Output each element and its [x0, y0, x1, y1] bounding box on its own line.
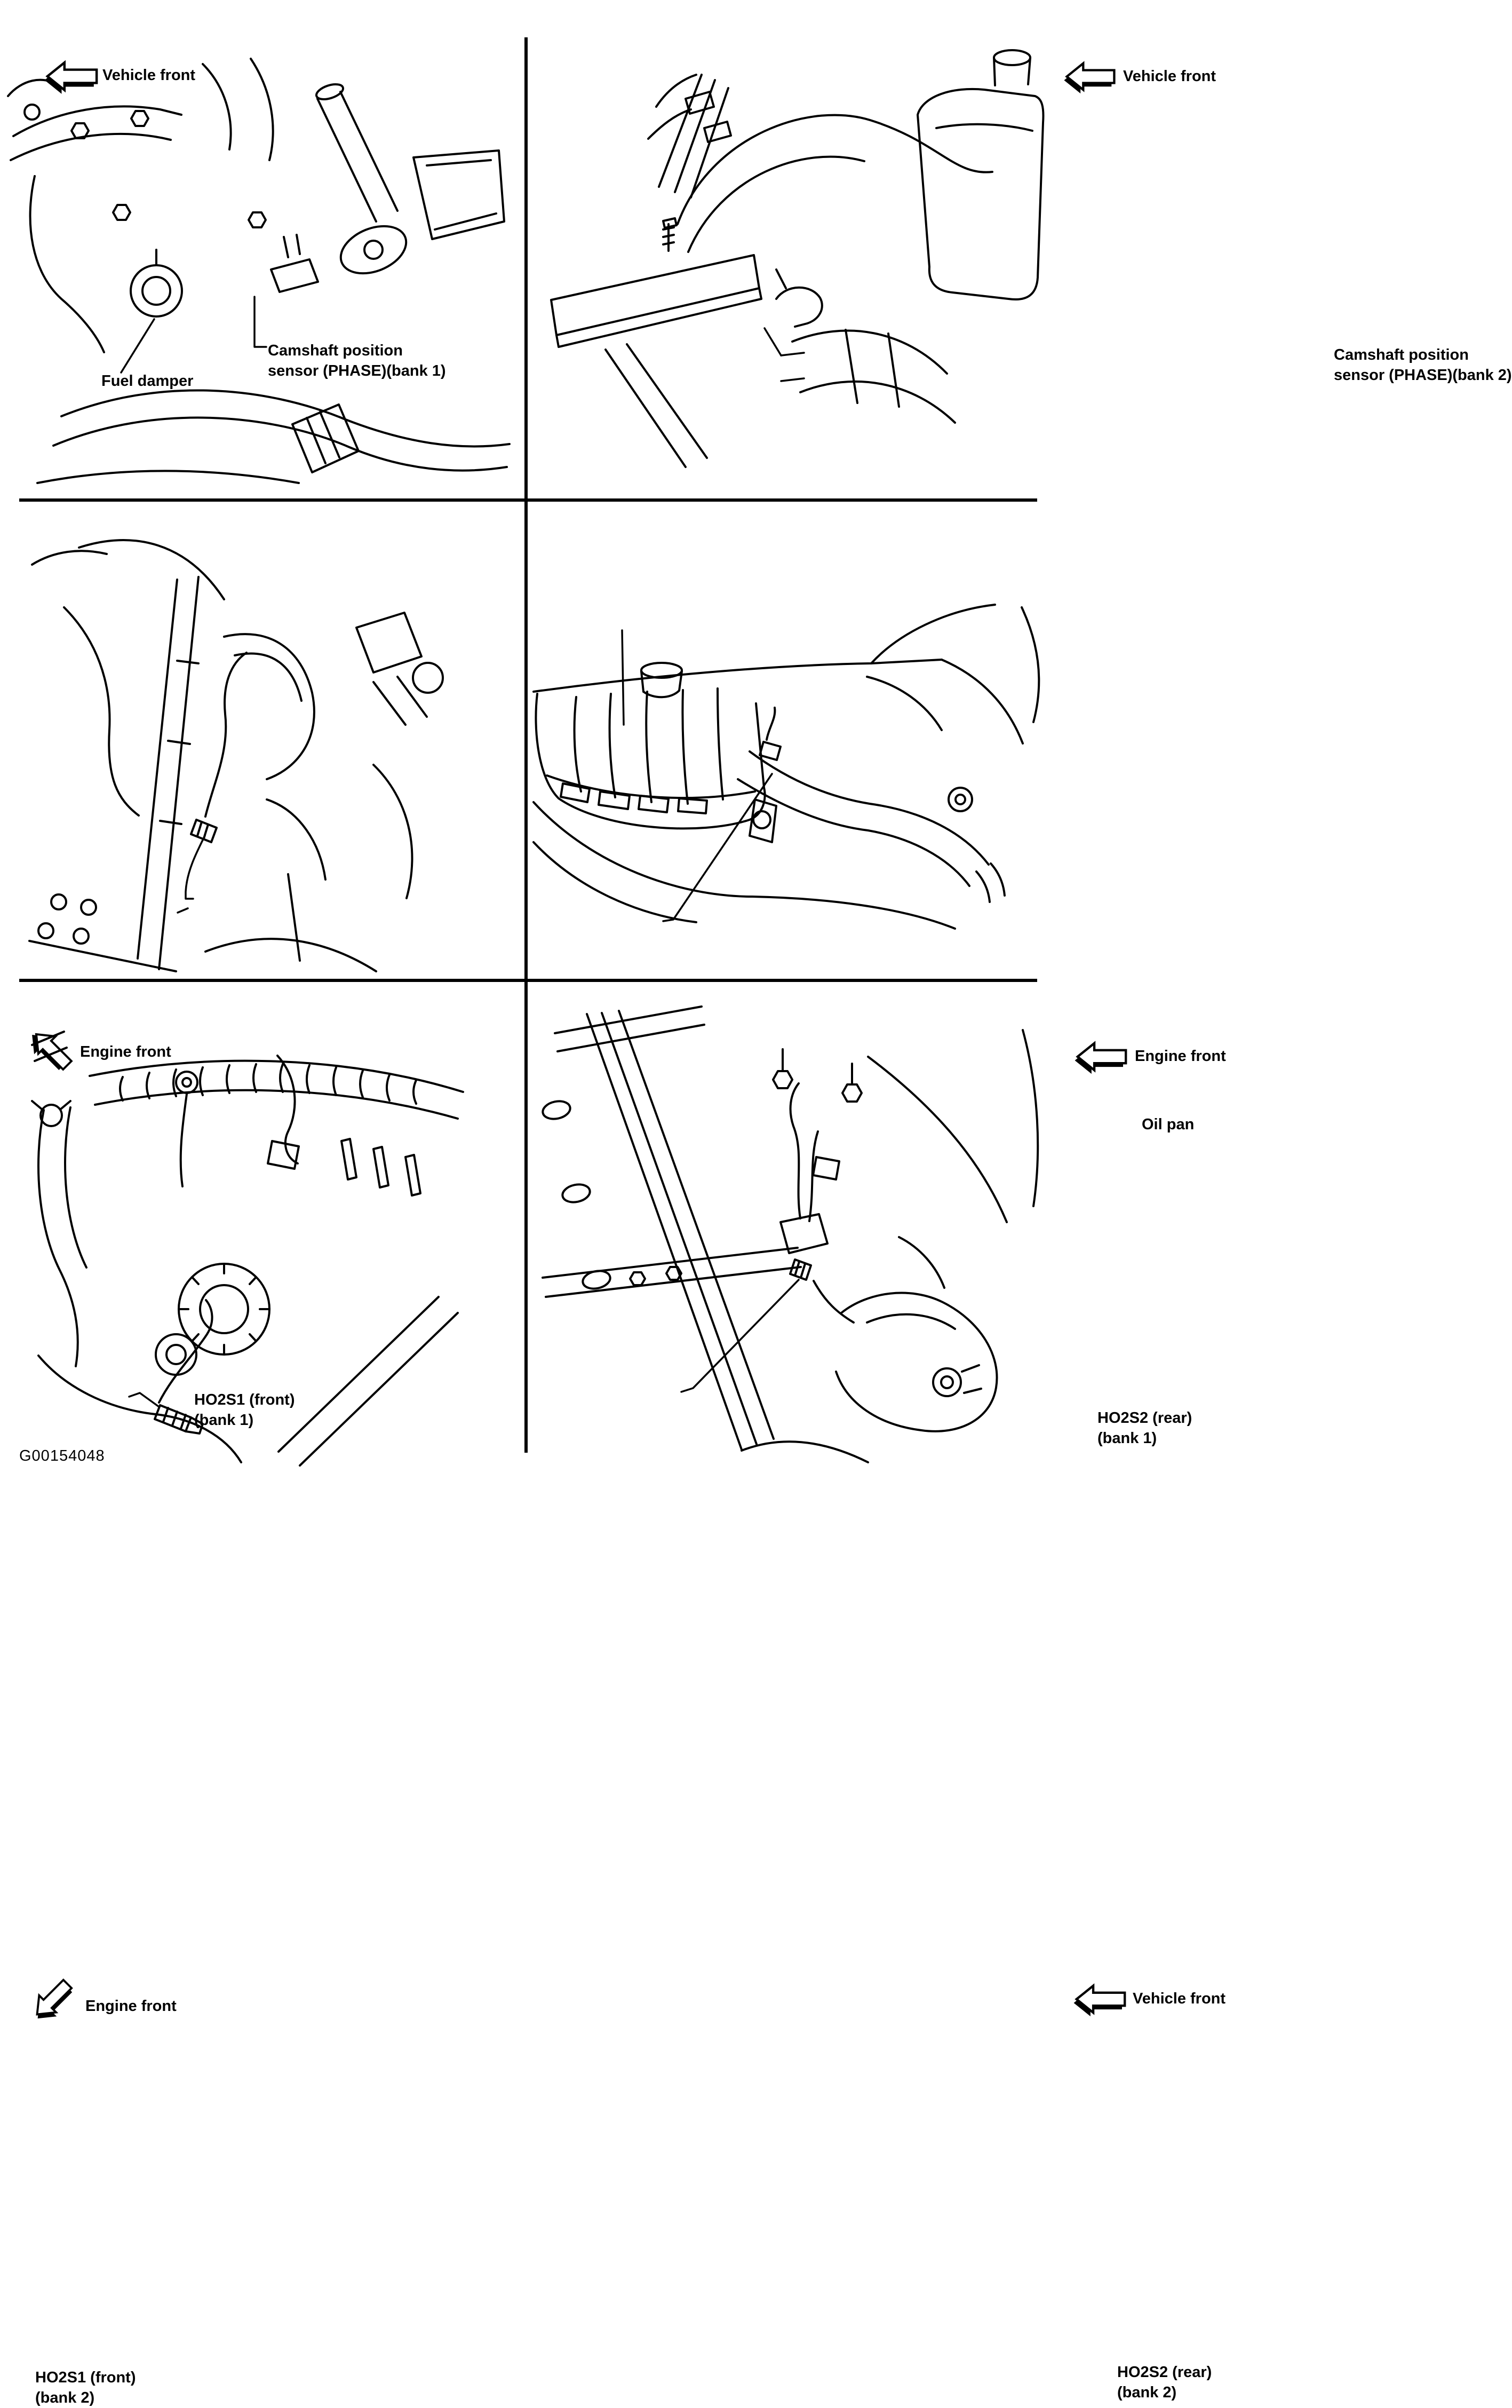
- direction-arrow-up-left-icon: [27, 1974, 78, 2025]
- callout-line: Oil pan: [1142, 1116, 1195, 1133]
- direction-arrow-left-icon: [1062, 56, 1119, 98]
- callout-line: HO2S2 (rear): [1097, 1409, 1192, 1427]
- engine-illustration-camshaft-bank2: [526, 0, 1055, 501]
- callout-camshaft-position-sensor-bank1: [268, 340, 446, 381]
- grid-divider-vertical: [524, 37, 528, 1453]
- callout-line: sensor (PHASE)(bank 1): [268, 362, 446, 379]
- direction-arrow-left-icon: [43, 54, 101, 98]
- callout-line: (bank 1): [1097, 1430, 1157, 1447]
- direction-label: Engine front: [80, 1043, 171, 1060]
- grid-divider-horizontal-lower: [19, 979, 1037, 982]
- engine-illustration-ho2s2-bank1: [526, 501, 1055, 981]
- engine-illustration-ho2s1-bank1: [0, 501, 526, 981]
- engine-illustration-ho2s2-bank2: [526, 981, 1055, 1502]
- panel-top-left: [0, 0, 526, 501]
- callout-line: Camshaft position: [268, 342, 403, 359]
- direction-label: Vehicle front: [102, 67, 196, 84]
- callout-camshaft-position-sensor-bank2: [1334, 345, 1512, 385]
- direction-label: Vehicle front: [1123, 68, 1216, 85]
- grid-divider-horizontal-upper: [19, 498, 1037, 502]
- direction-arrow-left-icon: [1072, 1978, 1129, 2021]
- direction-label: Vehicle front: [1133, 1990, 1226, 2007]
- callout-line: sensor (PHASE)(bank 2): [1334, 367, 1512, 384]
- direction-arrow-left-icon: [1073, 1035, 1131, 1078]
- panel-bottom-left: [0, 981, 526, 2406]
- callout-line: (bank 1): [194, 1412, 254, 1429]
- callout-line: (bank 2): [1117, 2384, 1177, 2401]
- callout-line: HO2S1 (front): [194, 1391, 295, 1408]
- callout-ho2s2-rear-bank2: [1117, 2362, 1212, 2403]
- callout-line: Camshaft position: [1334, 346, 1469, 363]
- callout-ho2s1-front-bank2: [35, 2367, 136, 2408]
- callout-line: HO2S1 (front): [35, 2369, 136, 2386]
- panel-middle-left: [0, 501, 526, 1429]
- figure-id: G00154048: [19, 1447, 105, 1464]
- panel-top-right: [526, 0, 1512, 501]
- callout-fuel-damper: [101, 371, 193, 391]
- panel-middle-right: [526, 501, 1226, 1447]
- callout-line: HO2S2 (rear): [1117, 2364, 1212, 2381]
- direction-label: Engine front: [1135, 1048, 1226, 1065]
- direction-label: Engine front: [85, 1998, 177, 2015]
- callout-oil-pan: [1142, 1114, 1194, 1135]
- callout-ho2s2-rear-bank1: [1097, 1408, 1192, 1448]
- engine-illustration-ho2s1-bank2: [0, 981, 526, 1502]
- callout-line: Fuel damper: [101, 373, 194, 390]
- callout-line: (bank 2): [35, 2389, 95, 2406]
